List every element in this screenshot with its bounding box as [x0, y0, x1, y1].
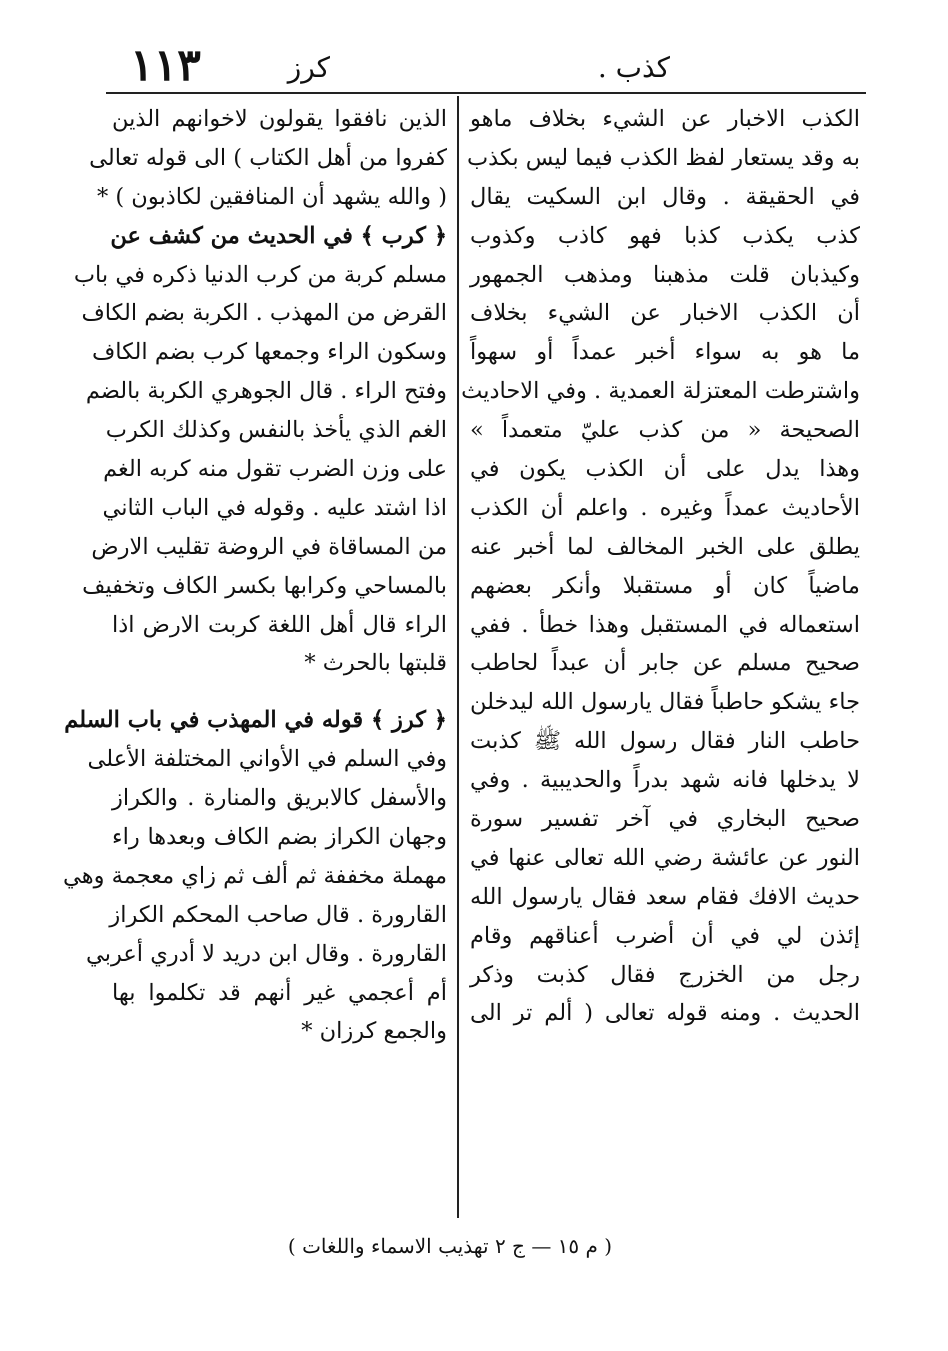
- entry-heading-line: ﴿ كرب ﴾ في الحديث من كشف عن: [110, 222, 447, 249]
- text-line: الأحاديث عمداً وغيره . واعلم أن الكذب: [470, 494, 860, 521]
- entry-spacer: [112, 683, 447, 701]
- text-line: وفتح الراء . قال الجوهري الكربة بالضم: [85, 378, 447, 405]
- text-line: الراء قال أهل اللغة كربت الارض اذا: [112, 611, 447, 638]
- text-line: وجهان الكراز بضم الكاف وبعدها راء: [112, 824, 447, 851]
- text-line: أم أعجمي غير أنهم قد تكلموا بها: [112, 979, 447, 1006]
- text-line: جاء يشكو حاطباً فقال يارسول الله ليدخلن: [470, 689, 860, 716]
- text-line: قلبتها بالحرث *: [304, 650, 447, 677]
- text-line: إئذن لي في أن أضرب أعناقهم وقام: [470, 922, 860, 949]
- text-line: النور عن عائشة رضي الله تعالى عنها في: [470, 844, 860, 871]
- text-line: الحديث . ومنه قوله تعالى ( ألم تر الى: [470, 1000, 860, 1027]
- text-line: مسلم كربة من كرب الدنيا ذكره في باب: [73, 261, 447, 288]
- right-text-column: [461, 100, 860, 1218]
- text-line: الذين نافقوا يقولون لاخوانهم الذين: [112, 106, 447, 132]
- left-text-column: [63, 100, 447, 1218]
- header-rule: [106, 92, 866, 94]
- text-line: على وزن الضرب تقول منه كربه الغم: [103, 456, 447, 483]
- text-line: لا يدخلها فانه شهد بدراً والحديبية . وفي: [470, 767, 860, 794]
- text-line: صحيح مسلم عن جابر أن عبداً لحاطب: [470, 650, 860, 677]
- text-line: حاطب النار فقال رسول الله ﷺ كذبت: [470, 728, 860, 755]
- text-line: ماضياً كان أو مستقبلا وأنكر بعضهم: [470, 572, 860, 599]
- entry-heading-line: ﴿ كرز ﴾ قوله في المهذب في باب السلم: [64, 707, 447, 734]
- text-line: القرض من المهذب . الكربة بضم الكاف: [81, 300, 447, 327]
- running-head-right-entry-word: كذب .: [597, 51, 670, 84]
- text-line: ( والله يشهد أن المنافقين لكاذبون ) *: [96, 183, 447, 210]
- signature-footer: ( م ١٥ — ج ٢ تهذيب الاسماء واللغات ): [287, 1234, 613, 1258]
- text-line: ما هو به سواء أخبر عمداً أو سهواً: [470, 339, 860, 366]
- text-line: من المساقاة في الروضة تقليب الارض: [91, 533, 447, 560]
- text-line: استعماله في المستقبل وهذا خطأ . ففي: [470, 611, 860, 638]
- running-head-left-entry-word: كرز: [287, 51, 330, 84]
- text-line: الصحيحة « من كذب عليّ متعمداً »: [470, 417, 860, 444]
- text-line: وفي السلم في الأواني المختلفة الأعلى: [87, 746, 447, 773]
- text-line: القارورة . قال صاحب المحكم الكراز: [109, 901, 447, 928]
- text-line: رجل من الخزرج فقال كذبت وذكر: [470, 961, 860, 988]
- column-divider: [457, 96, 459, 1218]
- text-line: كفروا من أهل الكتاب ) الى قوله تعالى: [89, 144, 447, 171]
- text-line: صحيح البخاري في آخر تفسير سورة: [470, 806, 860, 833]
- text-line: وهذا يدل على أن الكذب يكون في: [470, 456, 860, 483]
- text-line: القارورة . وقال ابن دريد لا أدري أعربي: [85, 940, 447, 967]
- text-line: الغم الذي يأخذ بالنفس وكذلك الكرب: [105, 417, 447, 444]
- text-line: كذب يكذب كذبا فهو كاذب وكذوب: [470, 222, 860, 249]
- text-line: وسكون الراء وجمعها كرب بضم الكاف: [91, 339, 447, 366]
- text-line: والجمع كرزان *: [301, 1018, 447, 1045]
- text-line: الكذب الاخبار عن الشيء بخلاف ماهو: [470, 106, 860, 132]
- text-line: وكيذبان قلت مذهبنا ومذهب الجمهور: [470, 261, 860, 288]
- text-line: في الحقيقة . وقال ابن السكيت يقال: [470, 183, 860, 210]
- text-line: يطلق على الخبر المخالف لما أخبر عنه: [470, 533, 860, 560]
- text-line: واشترطت المعتزلة العمدية . وفي الاحاديث: [461, 378, 860, 405]
- text-line: اذا اشتد عليه . وقوله في الباب الثاني: [102, 494, 447, 521]
- text-line: أن الكذب الاخبار عن الشيء بخلاف: [470, 300, 860, 327]
- text-line: والأسفل كالابريق والمنارة . والكراز: [112, 785, 447, 812]
- running-head: [120, 40, 710, 96]
- page-number: ١١٣: [130, 40, 201, 91]
- text-line: حديث الافك فقام سعد فقال يارسول الله: [470, 883, 860, 910]
- text-line: به وقد يستعار لفظ الكذب فيما ليس بكذب: [466, 144, 860, 171]
- text-line: بالمساحي وكرابها بكسر الكاف وتخفيف: [82, 572, 447, 599]
- text-line: مهملة مخففة ثم ألف ثم زاي معجمة وهي: [63, 862, 447, 889]
